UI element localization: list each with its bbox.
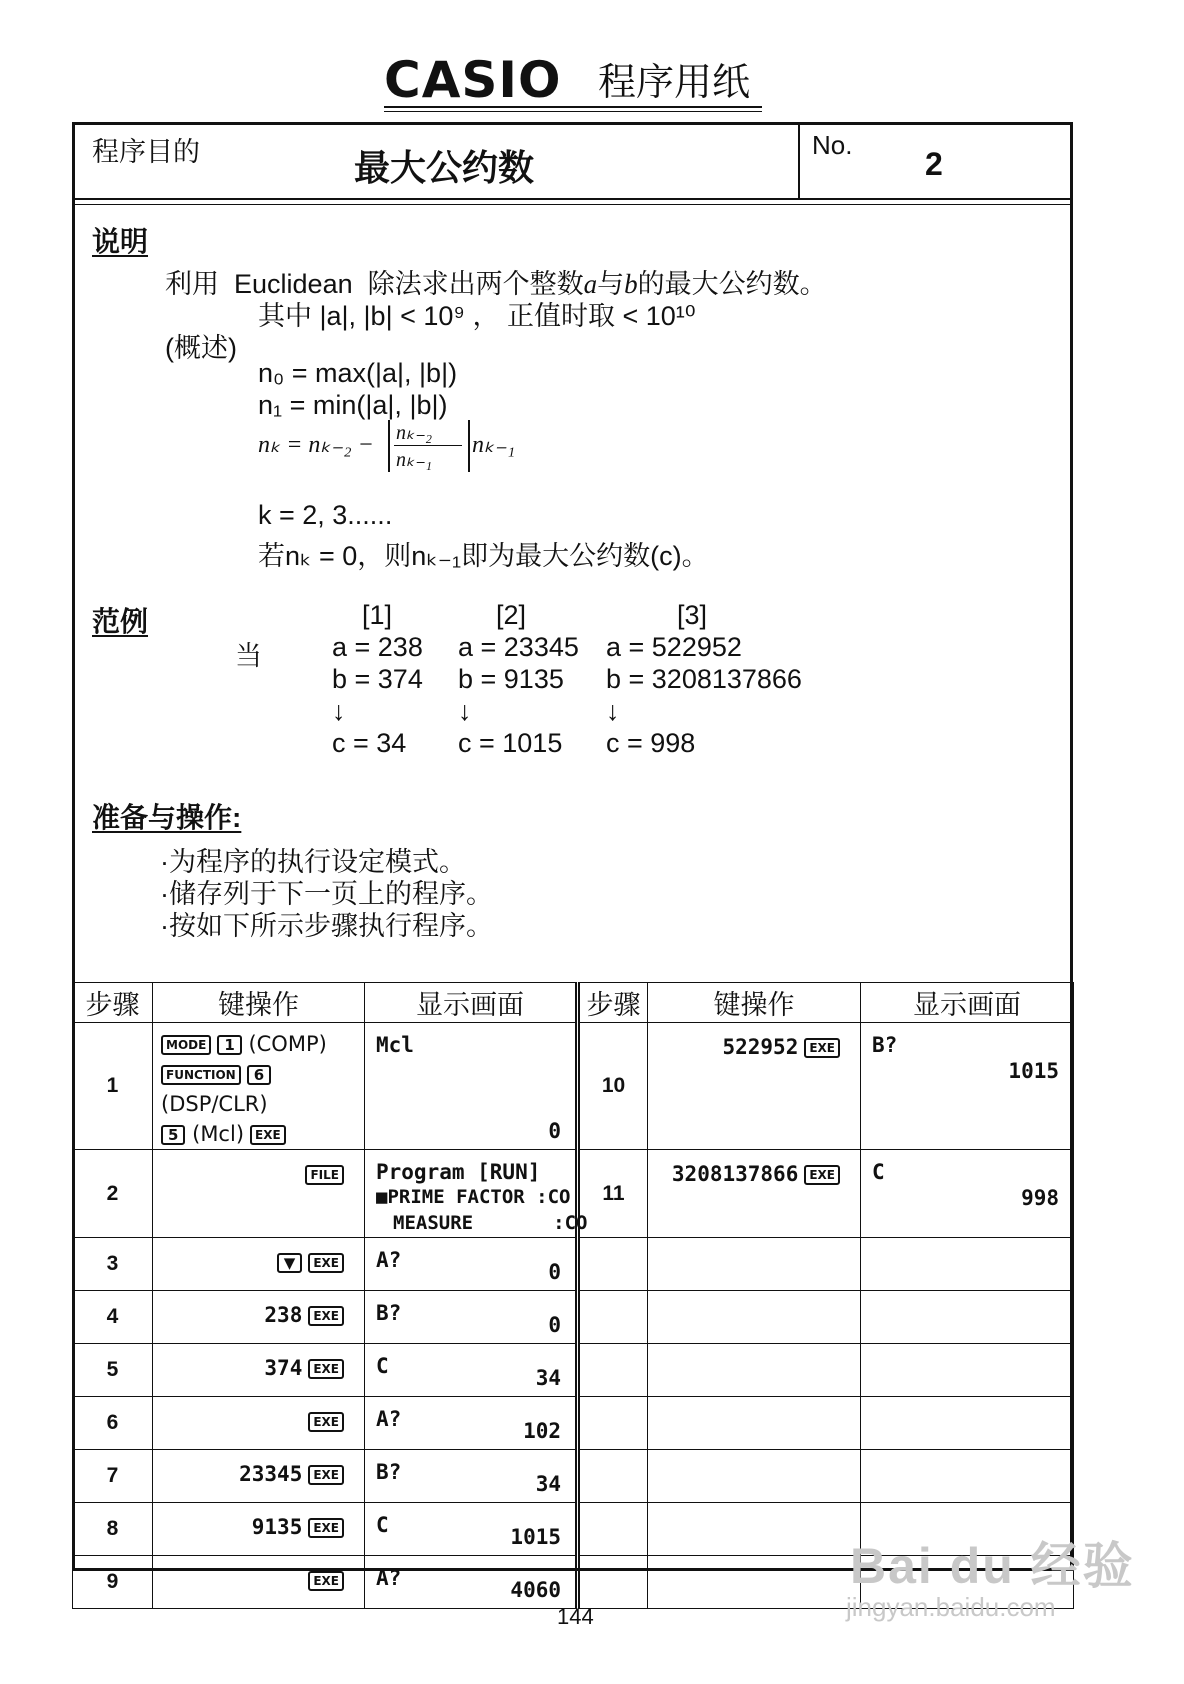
display-value: 1015 — [510, 1525, 561, 1549]
example-col3-b: b = 3208137866 — [606, 664, 802, 694]
exe-key: EXE — [308, 1465, 344, 1485]
fraction-denominator: nₖ₋₁ — [396, 449, 433, 471]
formula-nk — [258, 430, 374, 459]
example-col2-arrow: ↓ — [458, 696, 472, 726]
table-row — [73, 1344, 1074, 1397]
purpose-value: 最大公约数 — [354, 147, 535, 188]
key-input: 23345 — [239, 1462, 303, 1486]
empty-cell — [648, 1238, 861, 1291]
display-value: 34 — [535, 1366, 561, 1390]
step-number: 3 — [73, 1238, 153, 1291]
step-number: 8 — [73, 1503, 153, 1556]
table-row — [73, 1397, 1074, 1450]
header-step: 步骤 — [73, 983, 153, 1023]
title-rule — [72, 204, 1073, 205]
table-row — [73, 1150, 1074, 1238]
display-line: Program [RUN] — [376, 1160, 541, 1184]
table-row — [73, 1450, 1074, 1503]
example-col1-c: c = 34 — [332, 728, 407, 758]
empty-cell — [861, 1344, 1074, 1397]
dspclr-label: (DSP/CLR) — [161, 1092, 268, 1116]
empty-cell — [648, 1556, 861, 1609]
empty-cell — [578, 1238, 648, 1291]
step-number: 10 — [578, 1023, 648, 1150]
table-row — [73, 1238, 1074, 1291]
display-value: 998 — [1021, 1186, 1059, 1210]
example-col1-b: b = 374 — [332, 664, 423, 694]
header-rule — [384, 106, 762, 108]
step-number: 4 — [73, 1291, 153, 1344]
display-line: B? — [376, 1460, 402, 1484]
key-input: 522952 — [722, 1035, 799, 1059]
formula-nk-rhs: nₖ₋₁ — [472, 432, 516, 458]
fraction-numerator: nₖ₋₂ — [396, 422, 433, 444]
step-number: 9 — [73, 1556, 153, 1609]
key-ops — [153, 1450, 365, 1503]
casio-logo: CASIO — [384, 51, 562, 109]
six-key: 6 — [247, 1065, 271, 1085]
display-line: B? — [376, 1301, 402, 1325]
display-value: 102 — [523, 1419, 561, 1443]
mode-key: MODE — [161, 1035, 211, 1055]
key-ops — [153, 1238, 365, 1291]
empty-cell — [578, 1291, 648, 1344]
var-a: a — [583, 269, 598, 299]
fraction-bar — [394, 445, 462, 446]
display-cell — [365, 1503, 578, 1556]
key-ops — [153, 1023, 365, 1150]
exe-key: EXE — [804, 1038, 840, 1058]
example-col1-a: a = 238 — [332, 632, 423, 662]
description-heading: 说明 — [92, 226, 149, 257]
exe-key: EXE — [308, 1253, 344, 1273]
example-col3-label: [3] — [677, 600, 708, 630]
display-line: Mcl — [376, 1033, 414, 1057]
display-line: MEASURE :CO — [393, 1212, 588, 1234]
display-value: 4060 — [510, 1578, 561, 1602]
empty-cell — [861, 1450, 1074, 1503]
var-b: b — [624, 269, 638, 299]
key-ops — [153, 1344, 365, 1397]
display-line: C — [872, 1160, 885, 1184]
example-heading: 范例 — [92, 606, 149, 637]
display-line: C — [376, 1354, 389, 1378]
one-key: 1 — [217, 1035, 241, 1055]
key-input: 238 — [264, 1303, 303, 1327]
line1-mid: 与 — [597, 269, 625, 299]
exe-key: EXE — [308, 1412, 344, 1432]
overview-label: (概述) — [165, 333, 237, 363]
example-col2-label: [2] — [496, 600, 527, 630]
number-value: 2 — [925, 146, 943, 182]
step-number: 11 — [578, 1150, 648, 1238]
display-line: B? — [872, 1033, 898, 1057]
k-line: k = 2, 3...... — [258, 500, 393, 530]
empty-cell — [578, 1344, 648, 1397]
display-line: C — [376, 1513, 389, 1537]
empty-cell — [648, 1450, 861, 1503]
display-cell — [365, 1291, 578, 1344]
step-number: 5 — [73, 1344, 153, 1397]
prep-heading: 准备与操作: — [92, 802, 242, 833]
table-row — [73, 1023, 1074, 1150]
display-cell — [365, 1023, 578, 1150]
step-number: 1 — [73, 1023, 153, 1150]
display-value: 0 — [548, 1313, 561, 1337]
example-col3-c: c = 998 — [606, 728, 696, 758]
comp-label: (COMP) — [248, 1032, 327, 1056]
exe-key: EXE — [804, 1165, 840, 1185]
key-ops — [648, 1023, 861, 1150]
brand-header — [384, 50, 764, 110]
example-col2-a: a = 23345 — [458, 632, 579, 662]
example-col3-arrow: ↓ — [606, 696, 620, 726]
header-keys: 键操作 — [648, 983, 861, 1023]
display-cell — [365, 1450, 578, 1503]
line1-word: Euclidean — [234, 269, 353, 299]
formula-n1: n₁ = min(|a|, |b|) — [258, 390, 448, 420]
header-step: 步骤 — [578, 983, 648, 1023]
empty-cell — [861, 1291, 1074, 1344]
prep-bullet: ·按如下所示步骤执行程序。 — [160, 911, 493, 941]
title-rule — [72, 198, 1073, 200]
title-divider — [798, 122, 800, 198]
example-col1-label: [1] — [362, 600, 393, 630]
exe-key: EXE — [250, 1125, 286, 1145]
key-input: 9135 — [251, 1515, 303, 1539]
table-row — [73, 1291, 1074, 1344]
display-cell — [365, 1397, 578, 1450]
display-value: 0 — [548, 1119, 561, 1143]
display-cell — [365, 1238, 578, 1291]
empty-cell — [648, 1503, 861, 1556]
line1-pre: 利用 — [165, 269, 219, 299]
file-key: FILE — [305, 1165, 344, 1185]
exe-key: EXE — [308, 1306, 344, 1326]
watermark-logo: Bai du 经验 — [850, 1538, 1135, 1594]
key-ops — [153, 1556, 365, 1609]
header-subtitle: 程序用纸 — [598, 62, 751, 104]
header-display: 显示画面 — [365, 983, 578, 1023]
display-value: 34 — [535, 1472, 561, 1496]
condition-line: 若nₖ = 0，则nₖ₋₁即为最大公约数(c)。 — [258, 541, 709, 571]
key-ops — [153, 1397, 365, 1450]
down-key: ▼ — [277, 1253, 303, 1273]
example-col3-a: a = 522952 — [606, 632, 742, 662]
empty-cell — [861, 1397, 1074, 1450]
display-cell — [365, 1344, 578, 1397]
display-value: 1015 — [1008, 1059, 1059, 1083]
example-col1-arrow: ↓ — [332, 696, 346, 726]
formula-n0: n₀ = max(|a|, |b|) — [258, 358, 458, 388]
formula-nk-lhs: nₖ = nₖ₋₂ − — [258, 432, 374, 458]
step-number: 6 — [73, 1397, 153, 1450]
key-ops — [153, 1150, 365, 1238]
prep-bullet: ·为程序的执行设定模式。 — [160, 847, 466, 877]
empty-cell — [648, 1344, 861, 1397]
display-line: A? — [376, 1566, 402, 1590]
function-key: FUNCTION — [161, 1065, 241, 1085]
line1-post: 除法求出两个整数 — [367, 269, 584, 299]
header-rule — [384, 111, 762, 112]
key-ops — [153, 1503, 365, 1556]
display-value: 0 — [548, 1260, 561, 1284]
display-line: A? — [376, 1248, 402, 1272]
example-when: 当 — [235, 641, 262, 671]
purpose-label: 程序目的 — [92, 137, 200, 167]
watermark-url: jingyan.baidu.com — [846, 1592, 1056, 1622]
empty-cell — [578, 1503, 648, 1556]
mcl-label: (Mcl) — [192, 1122, 245, 1146]
step-number: 7 — [73, 1450, 153, 1503]
example-col2-c: c = 1015 — [458, 728, 563, 758]
empty-cell — [578, 1397, 648, 1450]
exe-key: EXE — [308, 1518, 344, 1538]
description-line2: 其中 |a|, |b| < 10⁹ ， 正值时取 < 10¹⁰ — [258, 301, 696, 331]
key-ops — [648, 1150, 861, 1238]
five-key: 5 — [161, 1125, 185, 1145]
display-line: ■PRIME FACTOR :CO — [376, 1186, 571, 1208]
header-display: 显示画面 — [861, 983, 1074, 1023]
prep-bullet: ·储存列于下一页上的程序。 — [160, 879, 493, 909]
display-cell — [861, 1023, 1074, 1150]
key-input: 3208137866 — [671, 1162, 799, 1186]
line1-end: 的最大公约数。 — [637, 269, 827, 299]
exe-key: EXE — [308, 1571, 344, 1591]
empty-cell — [861, 1238, 1074, 1291]
empty-cell — [578, 1556, 648, 1609]
display-cell — [365, 1556, 578, 1609]
key-ops — [153, 1291, 365, 1344]
display-cell — [365, 1150, 588, 1238]
step-number: 2 — [73, 1150, 153, 1238]
floor-bracket — [388, 420, 470, 472]
empty-cell — [648, 1397, 861, 1450]
empty-cell — [578, 1450, 648, 1503]
page-number: 144 — [557, 1604, 594, 1629]
header-keys: 键操作 — [153, 983, 365, 1023]
example-col2-b: b = 9135 — [458, 664, 564, 694]
key-input: 374 — [264, 1356, 303, 1380]
exe-key: EXE — [308, 1359, 344, 1379]
display-line: A? — [376, 1407, 402, 1431]
empty-cell — [648, 1291, 861, 1344]
display-cell — [861, 1150, 1074, 1238]
number-label: No. — [812, 130, 853, 160]
